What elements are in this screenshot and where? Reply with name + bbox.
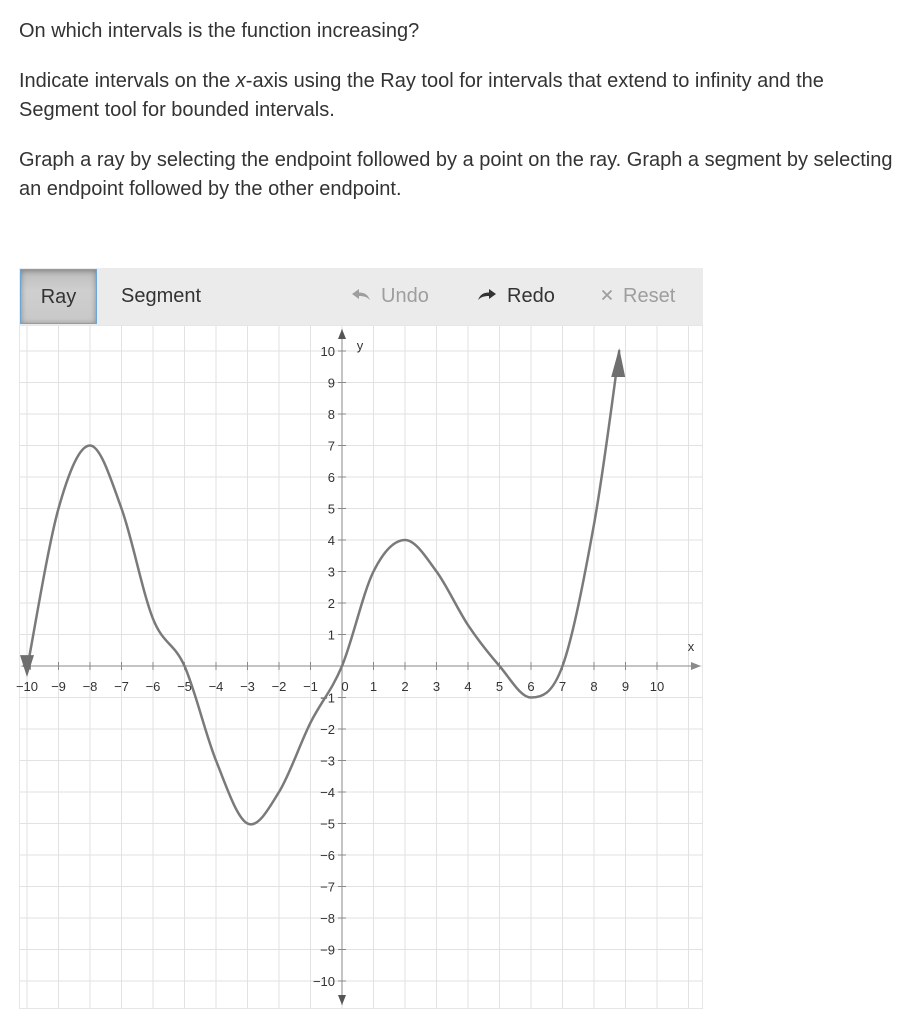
x-tick-label: −5: [177, 679, 192, 694]
graph-canvas[interactable]: [15, 325, 703, 1009]
y-tick-label: −7: [320, 879, 335, 895]
y-tick-label: −9: [320, 942, 335, 958]
y-tick-label: −5: [320, 816, 335, 832]
x-tick-label: −6: [145, 679, 161, 694]
x-tick-label: −10: [15, 679, 39, 694]
instructions-graphing: Graph a ray by selecting the endpoint followed by a point on the ray. Graph a segment by selecting an endpoint followed by the other endpoint.: [19, 149, 893, 200]
y-tick-label: 5: [327, 501, 335, 517]
x-tick-label: 4: [464, 679, 472, 694]
x-icon: [601, 287, 613, 303]
x-tick-label: 7: [558, 679, 567, 694]
y-axis-label: y: [356, 338, 364, 353]
y-tick-label: −8: [320, 911, 335, 926]
x-tick-label: 8: [590, 679, 598, 694]
x-tick-label: −8: [82, 679, 98, 694]
x-tick-label: 1: [369, 679, 378, 694]
y-tick-label: −1: [320, 690, 335, 706]
x-tick-label: −9: [51, 679, 66, 694]
y-axis-arrow-up: [338, 329, 346, 339]
redo-arrow-icon: [477, 287, 497, 303]
redo-label: Redo: [507, 285, 555, 307]
y-tick-label: −3: [320, 753, 335, 769]
axis-variable: x: [235, 70, 246, 92]
x-tick-label: −2: [271, 679, 287, 694]
question-prompt: On which intervals is the function increasing?: [19, 20, 420, 42]
y-tick-label: −10: [312, 974, 335, 989]
y-tick-label: 2: [327, 596, 335, 611]
x-tick-label: 3: [432, 679, 441, 694]
y-tick-label: 1: [327, 627, 335, 643]
undo-arrow-icon: [351, 287, 371, 303]
y-tick-label: −6: [320, 848, 335, 863]
x-tick-label: −7: [114, 679, 129, 694]
x-tick-label: 10: [649, 679, 665, 694]
redo-button[interactable]: [477, 268, 555, 325]
x-tick-label: 6: [527, 679, 535, 694]
reset-label: Reset: [623, 285, 676, 307]
y-tick-label: 4: [327, 533, 335, 548]
x-tick-label: −3: [240, 679, 255, 694]
x-tick-label: 2: [401, 679, 409, 694]
x-axis-label: x: [687, 639, 695, 654]
y-tick-label: 6: [327, 470, 335, 485]
y-tick-label: 10: [320, 344, 335, 359]
origin-label: 0: [341, 679, 349, 694]
x-axis-arrow-right: [691, 662, 701, 670]
curve-arrow-right: [611, 348, 625, 377]
y-tick-label: 7: [327, 438, 335, 454]
x-tick-label: 5: [495, 679, 504, 694]
x-tick-label: −4: [208, 679, 224, 694]
y-tick-label: −4: [320, 785, 335, 800]
y-tick-label: 3: [327, 564, 335, 580]
ray-tool-button[interactable]: Ray: [20, 269, 97, 324]
instructions-intervals: Indicate intervals on the x-axis using the Ray tool for intervals that extend to infinity and the Segment tool for bounded intervals.: [19, 70, 824, 121]
coordinate-plane[interactable]: [15, 325, 703, 1009]
undo-button[interactable]: [351, 268, 429, 325]
y-tick-label: 9: [327, 375, 335, 391]
x-tick-label: −1: [303, 679, 318, 694]
y-axis-arrow-down: [338, 995, 346, 1005]
y-tick-label: 8: [327, 407, 335, 422]
reset-button[interactable]: [601, 268, 675, 325]
undo-label: Undo: [381, 285, 429, 307]
segment-tool-button[interactable]: Segment: [121, 285, 202, 307]
x-tick-label: 9: [621, 679, 630, 694]
y-tick-label: −2: [320, 722, 335, 737]
graph-toolbar: [19, 268, 703, 325]
